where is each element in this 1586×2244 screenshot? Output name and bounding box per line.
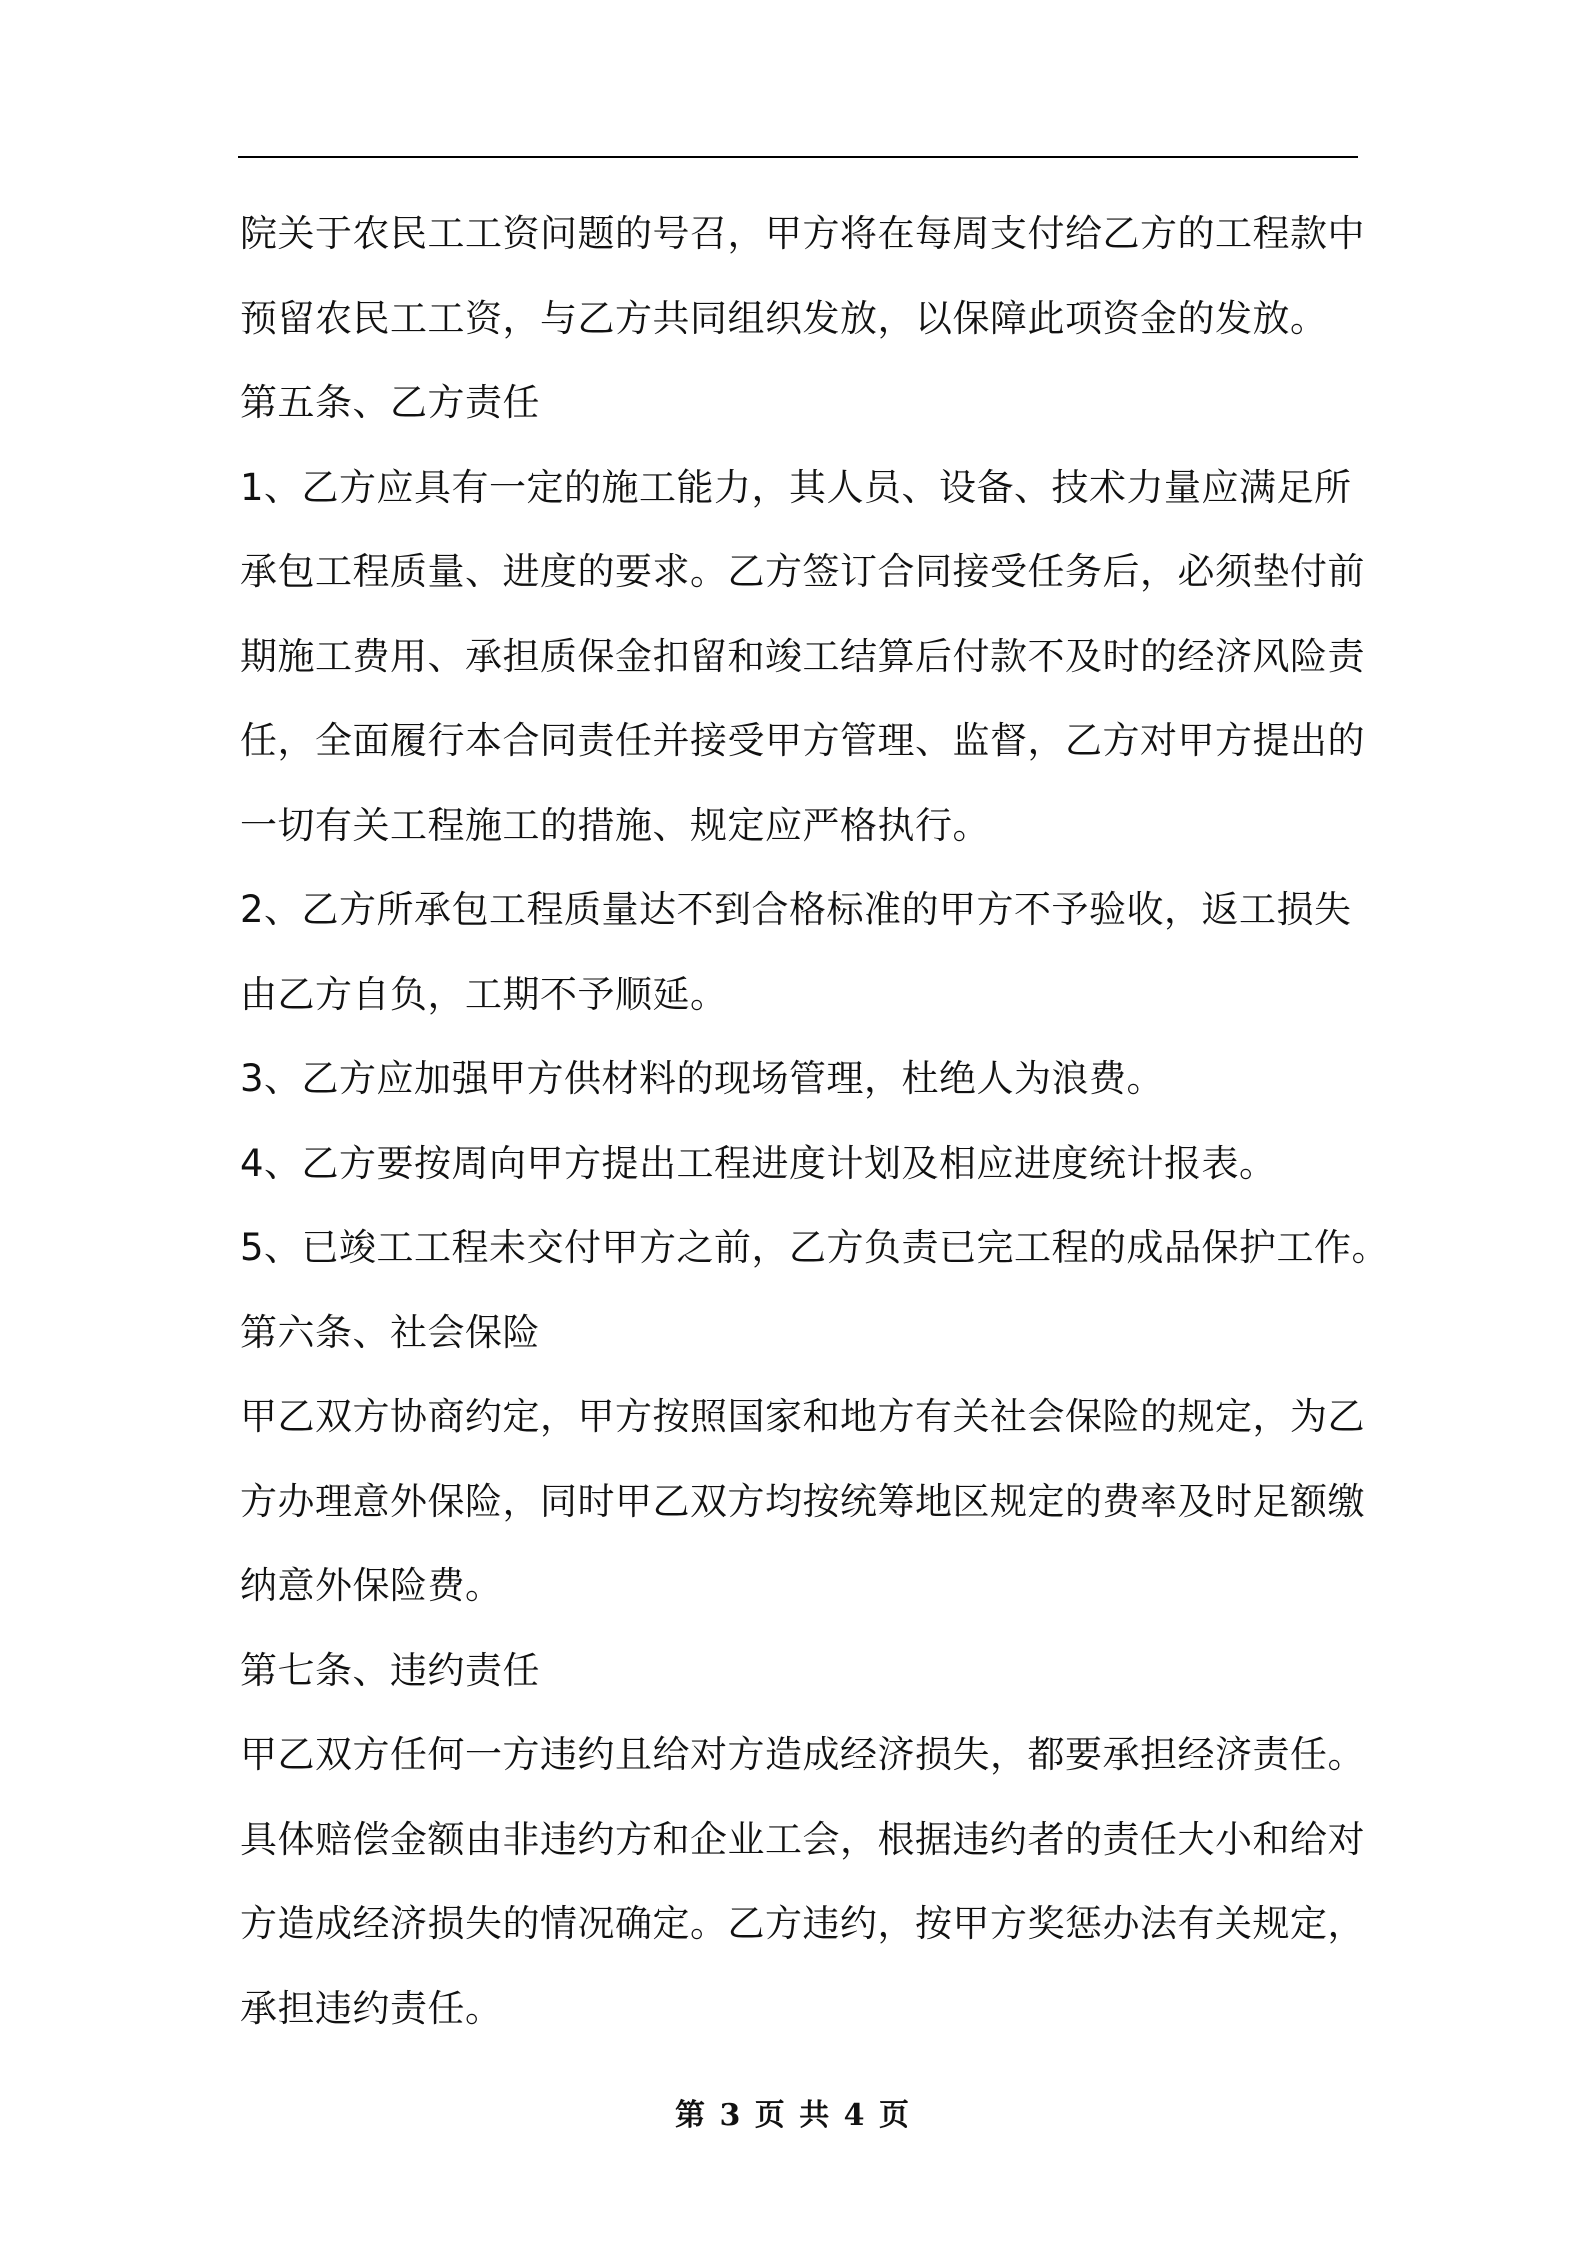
section-heading: 第五条、乙方责任 <box>240 381 540 424</box>
body-line: 任，全面履行本合同责任并接受甲方管理、监督，乙方对甲方提出的 <box>240 719 1365 762</box>
body-line: 承担违约责任。 <box>240 1986 503 2030</box>
body-line: 3、乙方应加强甲方供材料的现场管理，杜绝人为浪费。 <box>240 1057 1165 1100</box>
body-line: 承包工程质量、进度的要求。乙方签订合同接受任务后，必须垫付前 <box>240 550 1365 593</box>
section-heading: 第七条、违约责任 <box>240 1648 540 1692</box>
body-line: 5、已竣工工程未交付甲方之前，乙方负责已完工程的成品保护工作。 <box>240 1226 1390 1269</box>
body-line: 纳意外保险费。 <box>240 1564 503 1607</box>
body-line: 4、乙方要按周向甲方提出工程进度计划及相应进度统计报表。 <box>240 1141 1277 1185</box>
document-body <box>240 192 1390 2051</box>
body-line: 预留农民工工资，与乙方共同组织发放，以保障此项资金的发放。 <box>240 296 1328 340</box>
page-footer: 第 3 页 共 4 页 <box>675 2098 911 2133</box>
body-line: 1、乙方应具有一定的施工能力，其人员、设备、技术力量应满足所 <box>240 465 1352 509</box>
body-line: 方造成经济损失的情况确定。乙方违约，按甲方奖惩办法有关规定， <box>240 1902 1365 1945</box>
body-line: 由乙方自负，工期不予顺延。 <box>240 972 728 1016</box>
body-line: 具体赔偿金额由非违约方和企业工会，根据违约者的责任大小和给对 <box>240 1817 1365 1861</box>
header-rule <box>238 156 1358 158</box>
body-line: 甲乙双方任何一方违约且给对方造成经济损失，都要承担经济责任。 <box>240 1733 1365 1776</box>
body-line: 2、乙方所承包工程质量达不到合格标准的甲方不予验收，返工损失 <box>240 888 1352 931</box>
body-line: 期施工费用、承担质保金扣留和竣工结算后付款不及时的经济风险责 <box>240 634 1365 678</box>
body-line: 一切有关工程施工的措施、规定应严格执行。 <box>240 803 990 847</box>
body-line: 院关于农民工工资问题的号召，甲方将在每周支付给乙方的工程款中 <box>240 212 1365 255</box>
section-heading: 第六条、社会保险 <box>240 1310 540 1354</box>
body-line: 甲乙双方协商约定，甲方按照国家和地方有关社会保险的规定，为乙 <box>240 1395 1365 1438</box>
body-line: 方办理意外保险，同时甲乙双方均按统筹地区规定的费率及时足额缴 <box>240 1479 1365 1523</box>
